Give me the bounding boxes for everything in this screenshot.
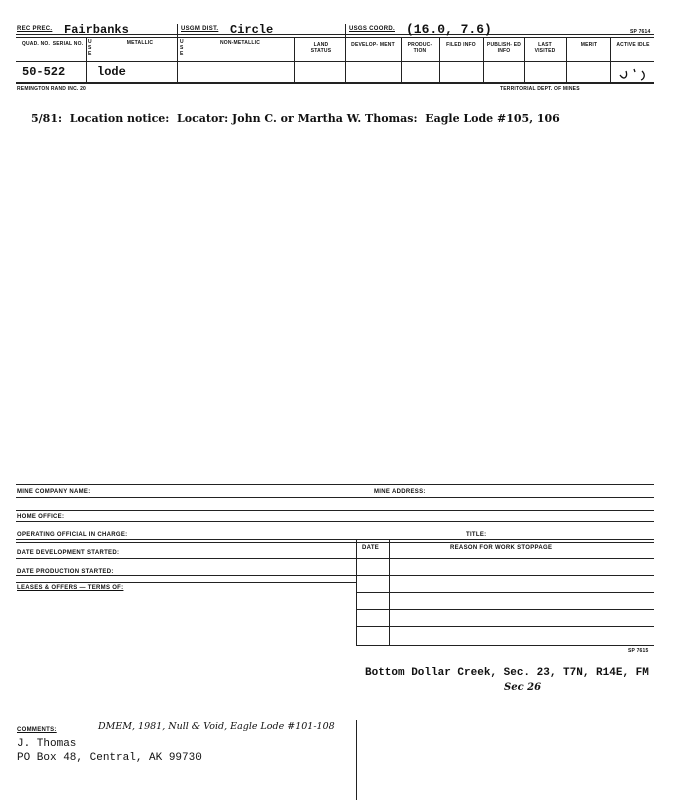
leases-label: LEASES & OFFERS — TERMS OF: [17,585,124,591]
form-rule [16,521,654,522]
form-rule [16,575,654,576]
col-use-2: U S E [180,39,184,57]
form-divider [356,539,357,645]
col-active-idle: ACTIVE IDLE [616,42,650,48]
form-rule [16,484,654,485]
owner-address: PO Box 48, Central, AK 99730 [17,752,202,764]
operating-official-label: OPERATING OFFICIAL IN CHARGE: [17,532,128,538]
date-production-label: DATE PRODUCTION STARTED: [17,569,114,575]
usgm-dist-label: USGM DIST. [181,26,219,32]
header-divider [566,37,567,82]
comments-label: COMMENTS: [17,727,57,733]
active-idle-scribble [614,63,650,83]
date-development-label: DATE DEVELOPMENT STARTED: [17,550,120,556]
header-rule-4 [16,82,654,84]
usgs-coord-value: (16.0, 7.6) [406,22,492,37]
header-rule-3 [16,61,654,62]
form-rule [16,582,356,583]
header-divider [177,24,178,82]
col-published-info: PUBLISH- ED INFO [486,42,522,54]
reason-column-header: REASON FOR WORK STOPPAGE [450,545,553,551]
mine-address-label: MINE ADDRESS: [374,489,426,495]
location-notice-entry: 5/81: Location notice: Locator: John C. or Martha W. Thomas: Eagle Lode #105, 106 [31,112,560,125]
sec-correction: Sec 26 [504,682,542,693]
form-rule [16,539,654,540]
form-rule [16,510,654,511]
col-use-1: U S E [88,39,92,57]
rec-prec-value: Fairbanks [64,23,129,37]
header-divider [610,37,611,82]
form-rule [356,609,654,610]
col-metallic: METALLIC [126,40,154,46]
printer-line: REMINGTON RAND INC. 20 [17,86,87,92]
title-label: TITLE: [466,532,487,538]
mine-company-label: MINE COMPANY NAME: [17,489,91,495]
col-filed-info: FILED INFO [446,42,476,48]
col-land-status: LAND STATUS [310,42,332,54]
form-rule [16,558,654,559]
form-rule [16,497,654,498]
col-quad-no: QUAD. NO. [21,41,51,47]
usgs-coord-label: USGS COORD. [349,26,395,32]
date-column-header: DATE [362,545,380,551]
header-divider [86,37,87,82]
row-quad-no: 50-522 [22,65,66,79]
rec-prec-label: REC PREC. [17,26,53,32]
usgm-dist-value: Circle [230,23,274,37]
col-merit: MERIT [580,42,598,48]
col-production: PRODUC- TION [407,42,433,54]
owner-name: J. Thomas [17,738,77,750]
home-office-label: HOME OFFICE: [17,514,65,520]
col-last-visited: LAST VISITED [534,42,556,54]
form-rule [356,645,654,646]
header-divider [524,37,525,82]
header-divider [294,37,295,82]
form-rule [356,626,654,627]
form-divider [356,720,357,800]
row-metallic: lode [97,65,126,79]
location-text: Bottom Dollar Creek, Sec. 23, T7N, R14E, FM [365,667,649,679]
form-code: SP 7614 [630,29,651,35]
header-divider [483,37,484,82]
header-rule-2 [16,37,654,38]
form-rule [356,592,654,593]
dept-line: TERRITORIAL DEPT. OF MINES [500,86,580,92]
col-nonmetallic: NON-METALLIC [219,40,261,46]
form-divider [389,539,390,645]
form-code-2: SP 7615 [628,648,649,654]
header-divider [401,37,402,82]
header-divider [345,24,346,82]
form-rule [16,542,654,543]
comments-handwritten: DMEM, 1981, Null & Void, Eagle Lode #101-108 [98,721,335,732]
header-divider [439,37,440,82]
col-development: DEVELOP- MENT [351,42,395,48]
col-serial-no: SERIAL NO. [52,41,84,47]
